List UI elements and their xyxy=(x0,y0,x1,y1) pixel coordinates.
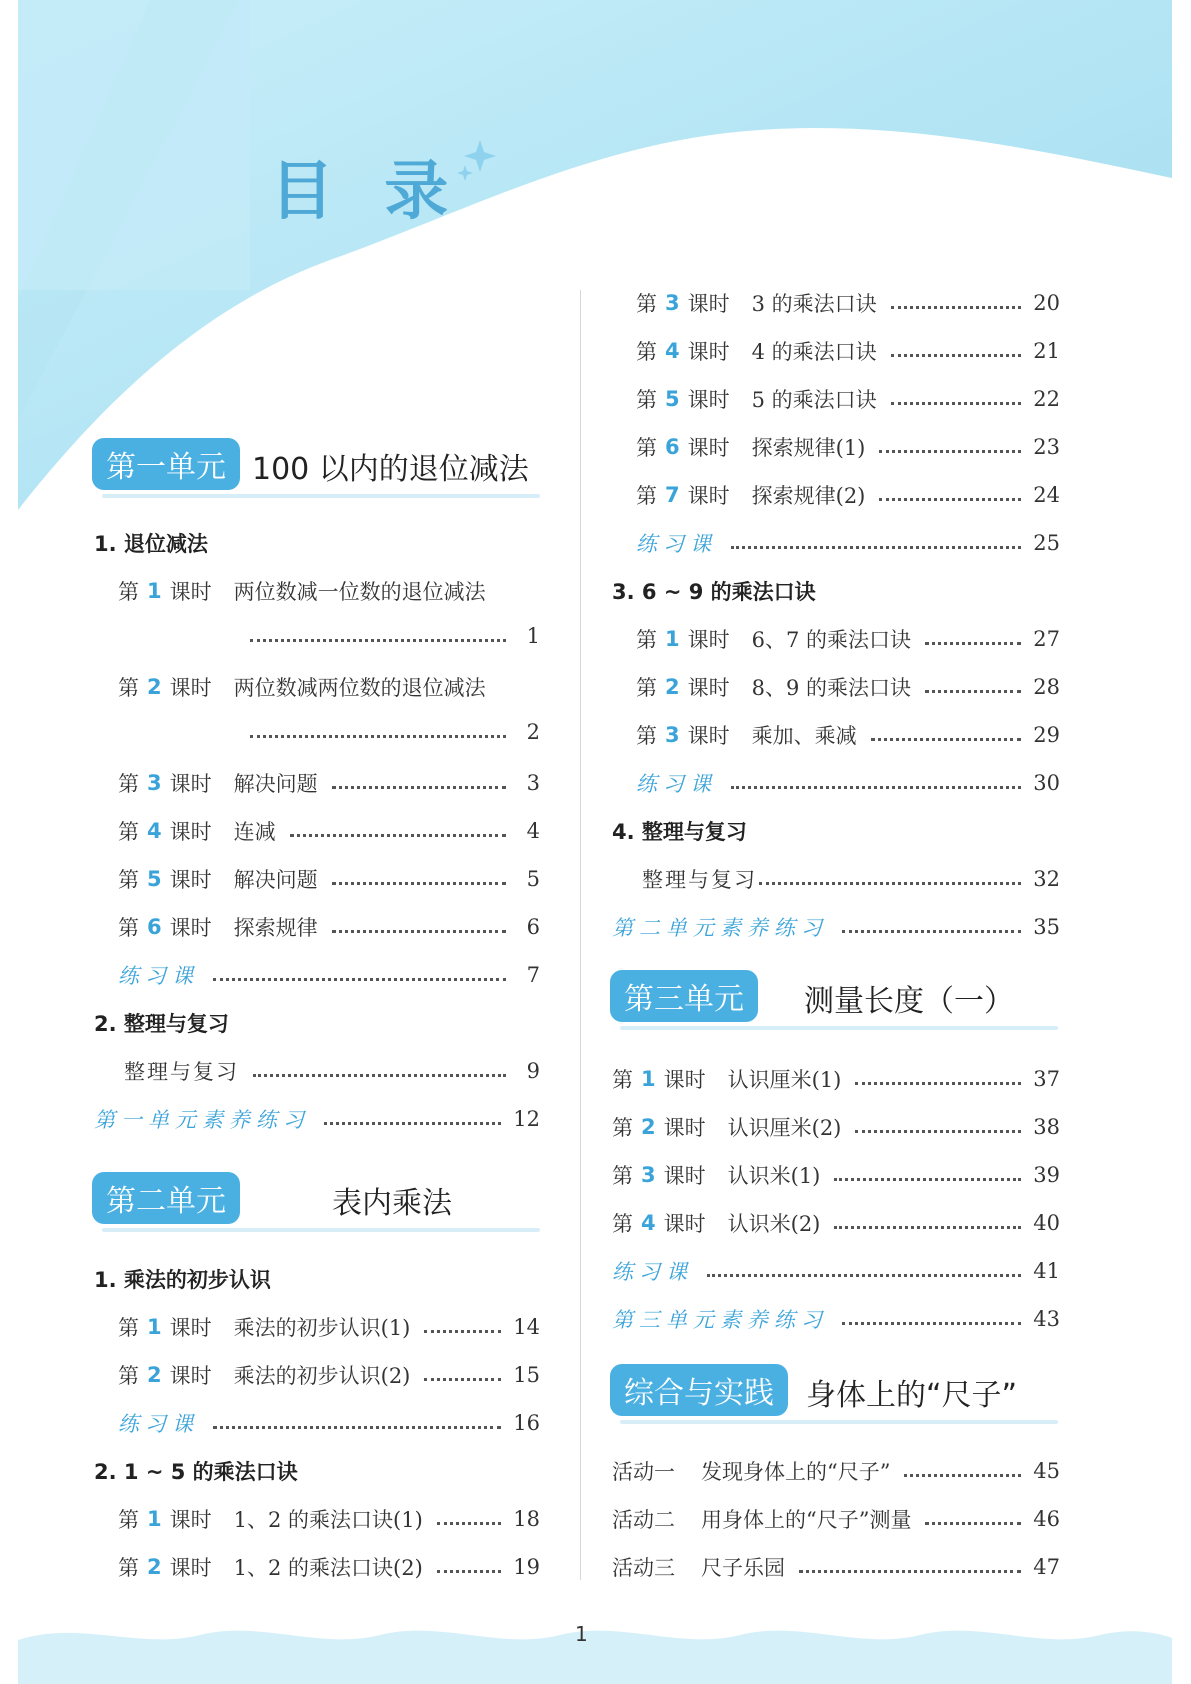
toc-entry[interactable]: 第 4 课时 认识米(2) 40 xyxy=(612,1211,1060,1236)
column-divider xyxy=(580,290,581,1580)
toc-entry[interactable]: 第 4 课时 4 的乘法口诀 21 xyxy=(636,339,1060,364)
unit-badge: 综合与实践 xyxy=(610,1364,788,1416)
page-title: 目 录 xyxy=(270,155,463,229)
section-heading: 1. 乘法的初步认识 xyxy=(94,1268,271,1292)
toc-entry[interactable]: 第 7 课时 探索规律(2) 24 xyxy=(636,483,1060,508)
unit-underline xyxy=(620,1420,1058,1424)
toc-entry-leader[interactable]: 2 xyxy=(250,720,540,744)
toc-entry[interactable]: 第 1 课时 6、7 的乘法口诀 27 xyxy=(636,627,1060,652)
toc-entry[interactable]: 第 2 课时 乘法的初步认识(2) 15 xyxy=(118,1363,540,1388)
header-panel xyxy=(18,0,250,290)
toc-entry[interactable]: 第 3 课时 乘加、乘减 29 xyxy=(636,723,1060,748)
unit-badge: 第一单元 xyxy=(92,438,240,490)
unit2-header xyxy=(92,1172,540,1228)
toc-entry[interactable]: 第 5 课时 5 的乘法口诀 22 xyxy=(636,387,1060,412)
toc-entry-unit-practice[interactable]: 第三单元素养练习 43 xyxy=(612,1307,1060,1332)
unit-title: 表内乘法 xyxy=(332,1186,452,1221)
toc-entry[interactable]: 第 5 课时 解决问题 5 xyxy=(118,867,540,892)
unit-underline xyxy=(102,494,540,498)
toc-entry[interactable]: 第 1 课时 两位数减一位数的退位减法 xyxy=(118,579,486,604)
unit-underline xyxy=(620,1026,1058,1030)
toc-entry[interactable]: 第 1 课时 1、2 的乘法口诀(1) 18 xyxy=(118,1507,540,1532)
toc-entry-practice[interactable]: 练习课 41 xyxy=(612,1259,1060,1284)
section-heading: 2. 1 ~ 5 的乘法口诀 xyxy=(94,1460,298,1484)
unit4-header xyxy=(610,1364,1058,1420)
toc-entry[interactable]: 第 3 课时 3 的乘法口诀 20 xyxy=(636,291,1060,316)
section-heading: 2. 整理与复习 xyxy=(94,1012,229,1036)
toc-entry[interactable]: 整理与复习 9 xyxy=(124,1059,540,1084)
footer-wave xyxy=(18,1631,1172,1684)
unit-title: 身体上的“尺子” xyxy=(806,1378,1018,1413)
toc-entry[interactable]: 第 1 课时 认识厘米(1) 37 xyxy=(612,1067,1060,1092)
toc-entry-activity[interactable]: 活动一 发现身体上的“尺子” 45 xyxy=(612,1459,1060,1484)
toc-entry[interactable]: 第 2 课时 两位数减两位数的退位减法 xyxy=(118,675,486,700)
section-heading: 1. 退位减法 xyxy=(94,532,208,556)
toc-entry[interactable]: 第 1 课时 乘法的初步认识(1) 14 xyxy=(118,1315,540,1340)
unit-title: 测量长度（一） xyxy=(804,984,1014,1019)
toc-entry-practice[interactable]: 练习课 7 xyxy=(118,963,540,988)
toc-entry[interactable]: 整理与复习 32 xyxy=(642,867,1060,892)
unit-badge: 第二单元 xyxy=(92,1172,240,1224)
toc-entry-practice[interactable]: 练习课 25 xyxy=(636,531,1060,556)
toc-entry[interactable]: 第 2 课时 1、2 的乘法口诀(2) 19 xyxy=(118,1555,540,1580)
toc-entry[interactable]: 第 2 课时 认识厘米(2) 38 xyxy=(612,1115,1060,1140)
unit-badge: 第三单元 xyxy=(610,970,758,1022)
toc-entry[interactable]: 第 2 课时 8、9 的乘法口诀 28 xyxy=(636,675,1060,700)
section-heading: 3. 6 ~ 9 的乘法口诀 xyxy=(612,580,816,604)
toc-entry-practice[interactable]: 练习课 30 xyxy=(636,771,1060,796)
toc-entry-unit-practice[interactable]: 第一单元素养练习 12 xyxy=(94,1107,540,1132)
page-number: 1 xyxy=(575,1622,588,1646)
unit-underline xyxy=(102,1228,540,1232)
unit3-header xyxy=(610,970,1058,1026)
toc-entry-activity[interactable]: 活动三 尺子乐园 47 xyxy=(612,1555,1060,1580)
toc-entry[interactable]: 第 6 课时 探索规律 6 xyxy=(118,915,540,940)
toc-entry-practice[interactable]: 练习课 16 xyxy=(118,1411,540,1436)
toc-entry-activity[interactable]: 活动二 用身体上的“尺子”测量 46 xyxy=(612,1507,1060,1532)
section-heading: 4. 整理与复习 xyxy=(612,820,747,844)
unit-title: 100 以内的退位减法 xyxy=(252,452,529,487)
toc-entry[interactable]: 第 6 课时 探索规律(1) 23 xyxy=(636,435,1060,460)
toc-entry[interactable]: 第 3 课时 认识米(1) 39 xyxy=(612,1163,1060,1188)
toc-entry[interactable]: 第 4 课时 连减 4 xyxy=(118,819,540,844)
toc-entry-leader[interactable]: 1 xyxy=(250,624,540,648)
toc-entry[interactable]: 第 3 课时 解决问题 3 xyxy=(118,771,540,796)
toc-entry-unit-practice[interactable]: 第二单元素养练习 35 xyxy=(612,915,1060,940)
unit1-header xyxy=(92,438,540,494)
